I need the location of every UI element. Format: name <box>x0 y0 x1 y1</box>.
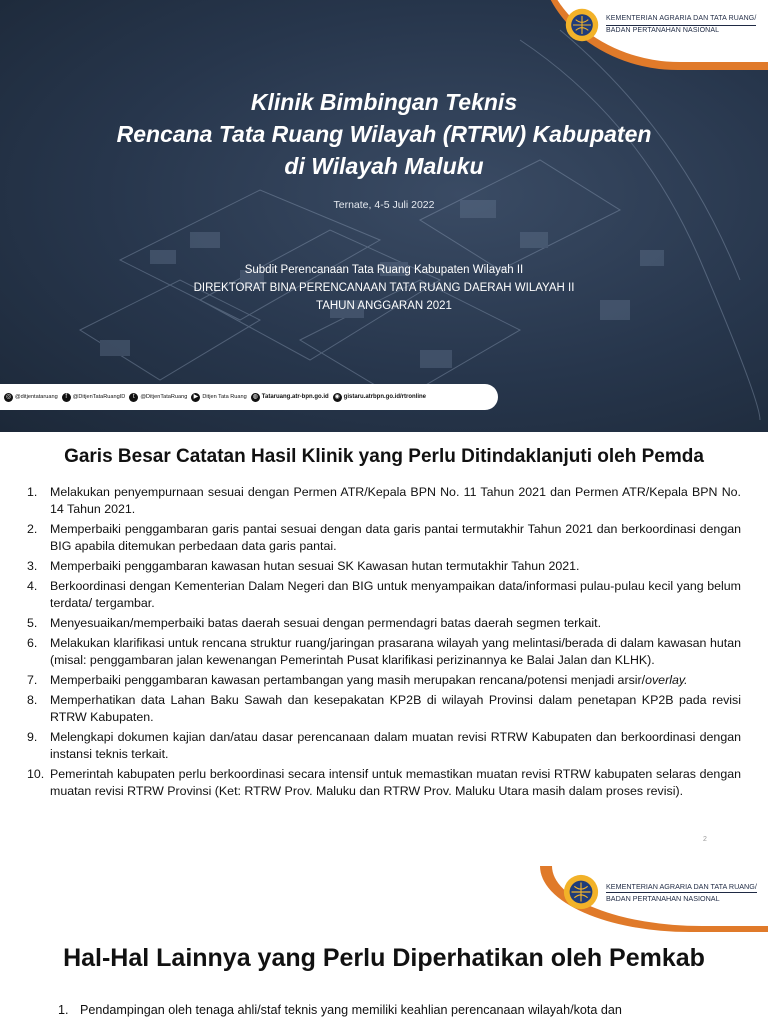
twitter-icon: t <box>129 393 138 402</box>
item-text: Melakukan klarifikasi untuk rencana struktur ruang/jaringan prasarana wilayah yang melintasi/berada di dalam kawasan hutan (misal: penggambaran jalan kewenangan Pemerintah Pusat klarifikasi perizinannya ke Balai Jalan dan KLHK). <box>50 636 741 667</box>
ministry-name-line2: BADAN PERTANAHAN NASIONAL <box>606 893 720 903</box>
cover-title-line2: Rencana Tata Ruang Wilayah (RTRW) Kabupaten <box>116 121 652 147</box>
cover-title-line3: di Wilayah Maluku <box>284 153 484 179</box>
slide3-heading: Hal-Hal Lainnya yang Perlu Diperhatikan oleh Pemkab <box>63 944 705 972</box>
item-text-main: Memperbaiki penggambaran kawasan pertambangan yang masih merupakan rencana/potensi menjadi arsir/ <box>50 673 646 687</box>
ministry-header <box>562 872 760 912</box>
ministry-logo-icon <box>564 7 600 43</box>
social-youtube[interactable] <box>191 393 246 402</box>
ministry-name-line1: KEMENTERIAN AGRARIA DAN TATA RUANG/ <box>606 14 757 22</box>
item-text: Memperbaiki penggambaran kawasan hutan sesuai SK Kawasan hutan termutakhir Tahun 2021. <box>50 559 580 573</box>
social-media-bar <box>0 384 498 410</box>
slide2-heading: Garis Besar Catatan Hasil Klinik yang Perlu Ditindaklanjuti oleh Pemda <box>64 446 704 467</box>
ministry-name-line2: BADAN PERTANAHAN NASIONAL <box>606 26 720 34</box>
item-number: 3. <box>27 559 38 573</box>
item-text: Pendampingan oleh tenaga ahli/staf teknis yang memiliki keahlian perencanaan wilayah/kota dan <box>80 1003 622 1017</box>
social-twitter[interactable] <box>129 393 187 402</box>
list-item <box>27 766 741 800</box>
list-item <box>27 692 741 726</box>
org-subdit: Subdit Perencanaan Tata Ruang Kabupaten Wilayah II <box>244 264 524 276</box>
list-item <box>27 729 741 763</box>
list-item <box>27 672 741 689</box>
ministry-logo-icon <box>562 873 600 911</box>
item-number: 1. <box>27 485 38 499</box>
item-text: Memperbaiki penggambaran garis pantai sesuai dengan data garis pantai termutakhir Tahun 2021 dan berkoordinasi dengan BIG apabila ditemukan perbedaan data garis pantai. <box>50 522 741 553</box>
list-item <box>27 635 741 669</box>
list-item <box>27 484 741 518</box>
social-label: @DitjenTataRuang <box>140 394 188 400</box>
item-text: Memperhatikan data Lahan Baku Sawah dan kesepakatan KP2B di wilayah Provinsi dalam penetapan KP2B pada revisi RTRW Kabupaten. <box>50 693 741 724</box>
other-notes-list <box>58 1002 702 1019</box>
cover-slide <box>0 0 768 432</box>
social-label: @DitjenTataRuangID <box>72 394 126 400</box>
item-number: 10. <box>27 767 45 781</box>
list-item <box>27 521 741 555</box>
org-fiscal-year: TAHUN ANGGARAN 2021 <box>316 300 452 312</box>
link-icon: ◉ <box>334 393 340 400</box>
followup-list <box>27 484 741 803</box>
facebook-icon: f <box>62 393 71 402</box>
other-notes-slide <box>0 866 768 1024</box>
item-text: Pemerintah kabupaten perlu berkoordinasi secara intensif untuk memastikan muatan revisi RTRW kabupaten selaras dengan muatan revisi RTRW Provinsi (Ket: RTRW Prov. Maluku dan RTRW Prov. Maluku Utara masih dalam proses revisi). <box>50 767 741 798</box>
item-text: Menyesuaikan/memperbaiki batas daerah sesuai dengan permendagri batas daerah segmen terkait. <box>50 616 602 630</box>
ministry-header <box>564 6 760 44</box>
event-date: Ternate, 4-5 Juli 2022 <box>333 199 435 211</box>
page-number: 2 <box>703 836 707 843</box>
item-text-italic: overlay. <box>645 673 688 687</box>
cover-title-line1: Klinik Bimbingan Teknis <box>250 89 518 115</box>
followup-notes-slide <box>0 432 768 866</box>
social-label: gistaru.atrbpn.go.id/rtronline <box>343 394 426 400</box>
list-item <box>27 578 741 612</box>
item-number: 8. <box>27 693 38 707</box>
list-item <box>58 1002 702 1019</box>
item-number: 9. <box>27 730 38 744</box>
item-number: 7. <box>27 673 38 687</box>
social-label: Tataruang.atr-bpn.go.id <box>261 394 329 400</box>
list-item <box>27 615 741 632</box>
youtube-icon: ▶ <box>191 393 200 402</box>
item-text: Melakukan penyempurnaan sesuai dengan Permen ATR/Kepala BPN No. 11 Tahun 2021 dan Permen ATR/Kepala BPN No. 14 Tahun 2021. <box>50 485 741 516</box>
social-instagram[interactable] <box>4 393 58 402</box>
org-directorate: DIREKTORAT BINA PERENCANAAN TATA RUANG DAERAH WILAYAH II <box>193 282 575 294</box>
instagram-icon: ◎ <box>5 393 12 400</box>
social-label: Ditjen Tata Ruang <box>202 394 247 400</box>
list-item <box>27 558 741 575</box>
item-number: 4. <box>27 579 38 593</box>
social-label: @ditjentataruang <box>15 394 58 400</box>
globe-icon: ◍ <box>252 393 258 400</box>
item-text: Melengkapi dokumen kajian dan/atau dasar perencanaan dalam muatan revisi RTRW Kabupaten dan berkoordinasi dengan instansi teknis terkait. <box>50 730 741 761</box>
social-gistaru[interactable] <box>333 393 426 402</box>
item-number: 2. <box>27 522 38 536</box>
item-text: Berkoordinasi dengan Kementerian Dalam Negeri dan BIG untuk menyampaikan data/informasi pulau-pulau kecil yang belum terdata/ tergambar. <box>50 579 741 610</box>
social-website[interactable] <box>251 393 329 402</box>
ministry-name-line1: KEMENTERIAN AGRARIA DAN TATA RUANG/ <box>606 881 757 891</box>
item-number: 1. <box>58 1003 69 1017</box>
item-text <box>50 672 741 689</box>
social-facebook[interactable] <box>62 393 126 402</box>
item-number: 6. <box>27 636 38 650</box>
item-number: 5. <box>27 616 38 630</box>
